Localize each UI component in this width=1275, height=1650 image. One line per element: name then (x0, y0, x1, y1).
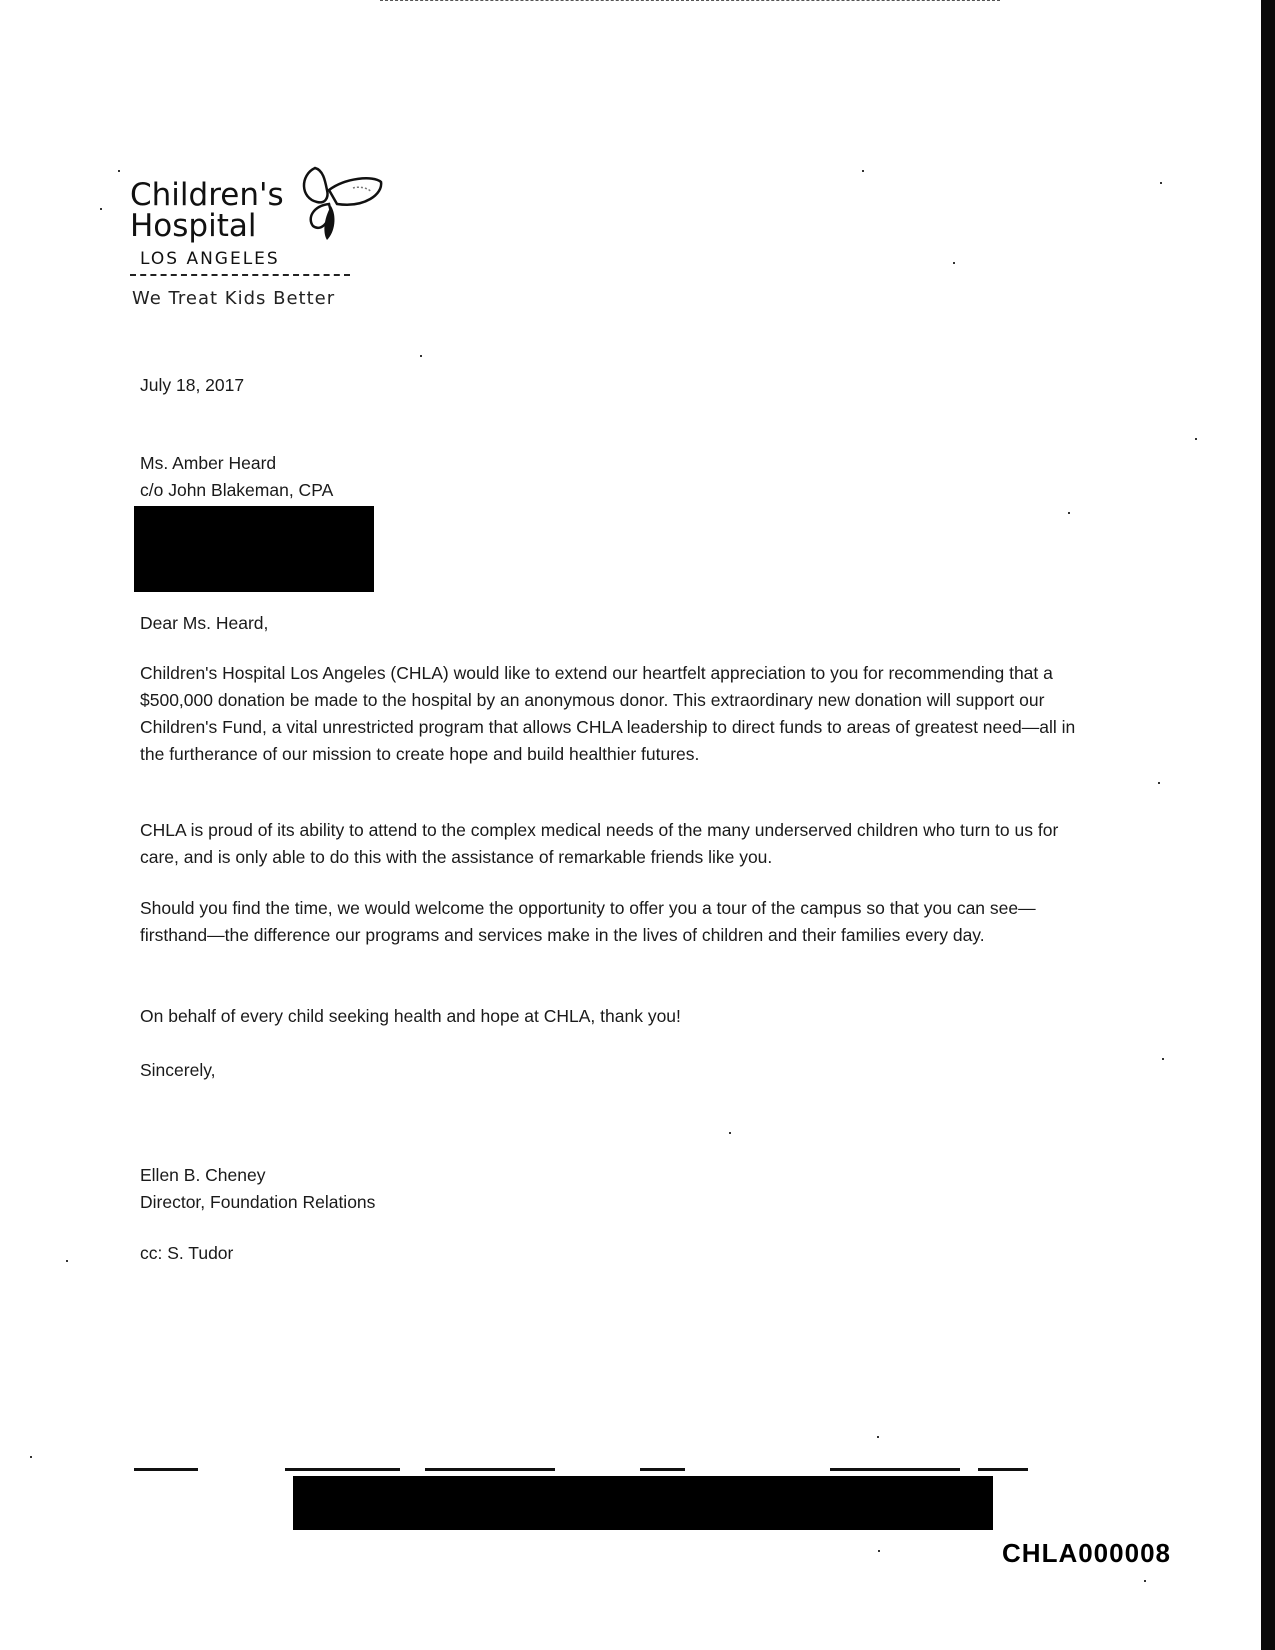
scan-top-marks (380, 0, 1000, 4)
redacted-footer-block (293, 1476, 993, 1530)
recipient-name: Ms. Amber Heard (140, 453, 277, 473)
footer-rule-segment (134, 1468, 198, 1471)
footer-rule (0, 1468, 1275, 1474)
scan-speck (420, 355, 422, 357)
scan-speck (862, 170, 864, 172)
logo-text-los-angeles: LOS ANGELES (140, 249, 280, 269)
scan-speck (118, 170, 120, 172)
salutation: Dear Ms. Heard, (140, 613, 269, 633)
scan-speck (878, 1550, 880, 1552)
cc-line: cc: S. Tudor (140, 1243, 234, 1263)
scan-speck (1162, 1058, 1164, 1060)
footer-rule-segment (425, 1468, 555, 1471)
body-paragraph-4: On behalf of every child seeking health and hope at CHLA, thank you! (140, 1006, 681, 1026)
logo-text-childrens: Children's (130, 177, 284, 213)
footer-rule-segment (640, 1468, 685, 1471)
closing: Sincerely, (140, 1060, 216, 1080)
scan-speck (729, 1132, 731, 1134)
scan-edge-shadow (1261, 0, 1275, 1650)
footer-rule-segment (830, 1468, 960, 1471)
logo-text-hospital: Hospital (130, 208, 257, 244)
scan-speck (1195, 438, 1197, 440)
logo-tagline: We Treat Kids Better (132, 288, 336, 309)
scan-speck (66, 1260, 68, 1262)
body-paragraph-2: CHLA is proud of its ability to attend to the complex medical needs of the many underserved children who turn to us for care, and is only able to do this with the assistance of remarkable friends like you. (140, 820, 1059, 867)
chla-logo (130, 177, 390, 320)
scan-speck (100, 208, 102, 210)
signer-title: Director, Foundation Relations (140, 1192, 376, 1212)
bates-number: CHLA000008 (1002, 1538, 1171, 1568)
scan-speck (1160, 182, 1162, 184)
signature-block (140, 1162, 375, 1216)
footer-rule-segment (285, 1468, 400, 1471)
scan-speck (1158, 782, 1160, 784)
recipient-care-of: c/o John Blakeman, CPA (140, 480, 334, 500)
recipient-address (140, 450, 333, 504)
signer-name: Ellen B. Cheney (140, 1165, 266, 1185)
body-paragraph-1: Children's Hospital Los Angeles (CHLA) would like to extend our heartfelt appreciation to you for recommending that a $500,000 donation be made to the hospital by an anonymous donor. This extraordinary new donation will support our Children's Fund, a vital unrestricted program that allows CHLA leadership to direct funds to areas of greatest need—all in the furtherance of our mission to create hope and build healthier futures. (140, 663, 1076, 764)
logo-divider (130, 274, 350, 276)
butterfly-logo-icon (295, 160, 385, 260)
scan-speck (1068, 512, 1070, 514)
redacted-address-block (134, 506, 374, 592)
footer-rule-segment (978, 1468, 1028, 1471)
scan-speck (877, 1436, 879, 1438)
letter-date: July 18, 2017 (140, 375, 245, 395)
scan-speck (953, 262, 955, 264)
scan-speck (30, 1456, 32, 1458)
scan-speck (1144, 1580, 1146, 1582)
body-paragraph-3: Should you find the time, we would welcome the opportunity to offer you a tour of the campus so that you can see—firsthand—the difference our programs and services make in the lives of children and their families every day. (140, 898, 1036, 945)
